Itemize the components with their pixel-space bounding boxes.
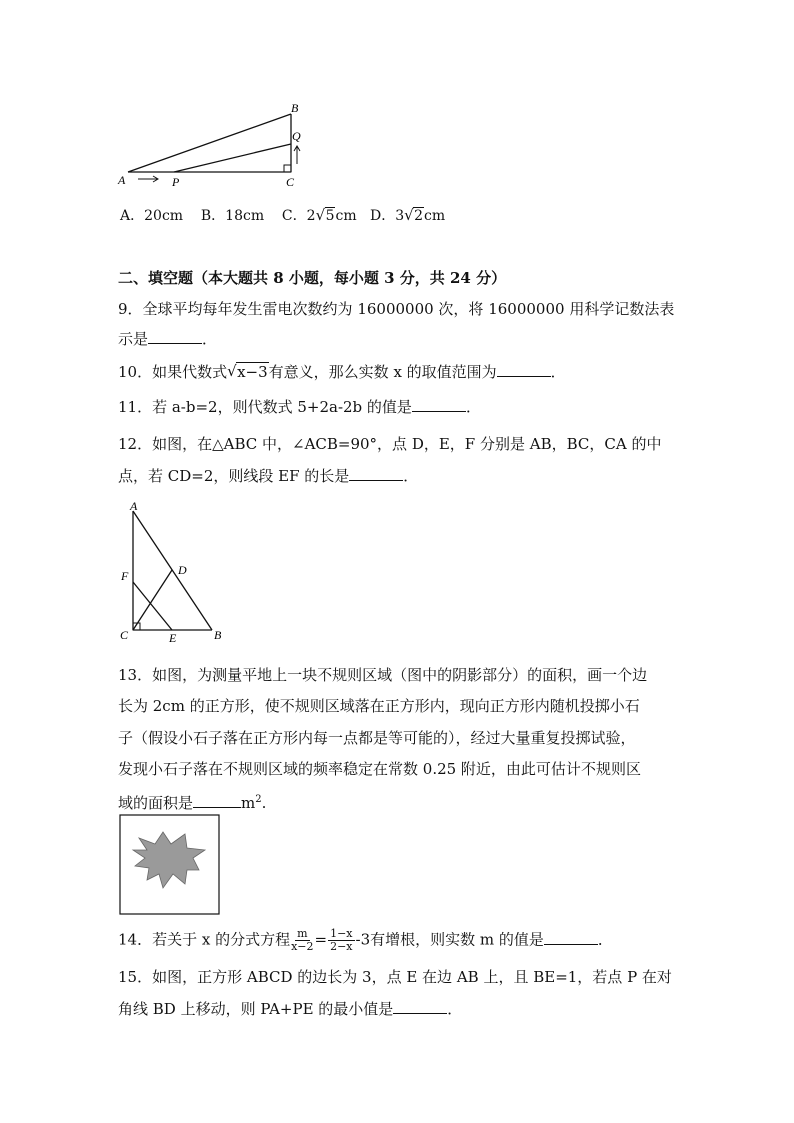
q14-answer-blank xyxy=(544,930,598,945)
q12-end: ． xyxy=(403,467,419,485)
option-d-label: D． xyxy=(369,208,396,224)
q14-f2-denominator: 2−x xyxy=(330,940,353,953)
option-c-radicand: 5 xyxy=(325,208,335,224)
option-c-label: C． xyxy=(281,208,307,224)
option-c-sqrt: √ 5 xyxy=(315,206,335,224)
q13-unit: m xyxy=(241,794,256,812)
q14-post: 有增根，则实数 m 的值是 xyxy=(370,930,544,949)
q12-text: 点，若 CD=2，则线段 EF 的长是 xyxy=(118,467,350,485)
figure-triangle-apq xyxy=(110,100,320,195)
q9-end: ． xyxy=(202,330,218,348)
q14-f1-denominator: x−2 xyxy=(291,940,314,953)
q10-post: 有意义，那么实数 x 的取值范围为 xyxy=(268,363,497,381)
label-a: A xyxy=(130,499,138,513)
q14-f1-numerator: m xyxy=(297,927,308,940)
section-title: 二、填空题（本大题共 8 小题，每小题 3 分，共 24 分） xyxy=(118,269,507,287)
label-q: Q xyxy=(292,129,301,143)
q12-answer-blank xyxy=(349,466,403,481)
arrow-up-icon xyxy=(294,146,300,164)
q11-line xyxy=(118,397,481,417)
segment-pq xyxy=(174,144,291,172)
q14-line xyxy=(118,928,613,953)
q9-line2 xyxy=(118,329,217,349)
option-d-radicand: 2 xyxy=(414,208,424,224)
q15-end: ． xyxy=(447,1000,463,1018)
q9-line1: 9．全球平均每年发生雷电次数约为 16000000 次，将 16000000 用科学记数法表 xyxy=(118,300,675,318)
q15-answer-blank xyxy=(393,999,447,1014)
right-angle-mark xyxy=(284,165,291,172)
q13-line4: 发现小石子落在不规则区域的频率稳定在常数 0.25 附近，由此可估计不规则区 xyxy=(118,760,641,778)
q14-minus: -3 xyxy=(355,930,371,949)
q13-line3: 子（假设小石子落在正方形内每一点都是等可能的），经过大量重复投掷试验， xyxy=(118,729,636,747)
q11-text: 11．若 a-b=2，则代数式 5+2a-2b 的值是 xyxy=(118,398,412,416)
q14-equals: = xyxy=(314,930,328,949)
q13-line5 xyxy=(118,790,266,813)
option-c-unit: cm xyxy=(335,208,357,224)
option-d-unit: cm xyxy=(424,208,446,224)
label-f: F xyxy=(121,569,129,583)
q10-pre: 10．如果代数式 xyxy=(118,363,228,381)
option-d-coef: 3 xyxy=(395,208,405,224)
q14-fraction-2 xyxy=(328,928,354,953)
label-d: D xyxy=(178,563,187,577)
option-a-value: 20cm xyxy=(144,208,184,224)
label-c: C xyxy=(120,628,129,642)
q13-text: 域的面积是 xyxy=(118,794,194,812)
label-p: P xyxy=(172,175,180,189)
q14-pre: 14．若关于 x 的分式方程 xyxy=(118,930,291,949)
label-b: B xyxy=(214,628,222,642)
q12-line2 xyxy=(118,466,418,486)
q10-answer-blank xyxy=(497,362,551,377)
q13-line2: 长为 2cm 的正方形，使不规则区域落在正方形内，现向正方形内随机投掷小石 xyxy=(118,697,640,715)
figure-triangle-abc xyxy=(112,498,237,646)
q10-radicand: x−3 xyxy=(237,363,268,381)
option-c-coef: 2 xyxy=(306,208,316,224)
label-a: A xyxy=(118,173,126,187)
q10-end: ． xyxy=(550,363,566,381)
q12-line1: 12．如图，在△ABC 中，∠ACB=90°，点 D，E，F 分别是 AB，BC，CA 的中 xyxy=(118,435,662,453)
arrow-right-icon xyxy=(138,176,158,182)
label-b: B xyxy=(291,101,299,115)
q10-sqrt: √ x−3 xyxy=(227,362,268,381)
q9-answer-blank xyxy=(148,329,202,344)
option-b-value: 18cm xyxy=(225,208,265,224)
q13-line1: 13．如图，为测量平地上一块不规则区域（图中的阴影部分）的面积，画一个边 xyxy=(118,666,648,684)
q15-text: 角线 BD 上移动，则 PA+PE 的最小值是 xyxy=(118,1000,394,1018)
q9-text: 示是 xyxy=(118,330,149,348)
q15-line1: 15．如图，正方形 ABCD 的边长为 3，点 E 在边 AB 上，且 BE=1，若点 P 在对 xyxy=(118,968,672,986)
option-a-label: A． xyxy=(120,208,145,224)
q13-end: . xyxy=(261,794,267,812)
figure-square-region xyxy=(119,814,221,916)
label-e: E xyxy=(169,631,177,645)
q14-f2-numerator: 1−x xyxy=(330,927,353,940)
option-b-label: B． xyxy=(200,208,226,224)
q11-answer-blank xyxy=(412,397,466,412)
q11-end: ． xyxy=(465,398,481,416)
q14-end: ． xyxy=(597,930,613,949)
option-d-sqrt: √ 2 xyxy=(404,206,424,224)
q13-answer-blank xyxy=(193,793,241,808)
q13-unit-sup: 2 xyxy=(255,794,262,805)
label-c: C xyxy=(286,175,295,189)
q10-line xyxy=(118,362,566,382)
segment-cd xyxy=(133,570,172,630)
q8-options xyxy=(120,206,445,226)
q15-line2 xyxy=(118,999,462,1019)
q14-fraction-1 xyxy=(291,928,313,953)
